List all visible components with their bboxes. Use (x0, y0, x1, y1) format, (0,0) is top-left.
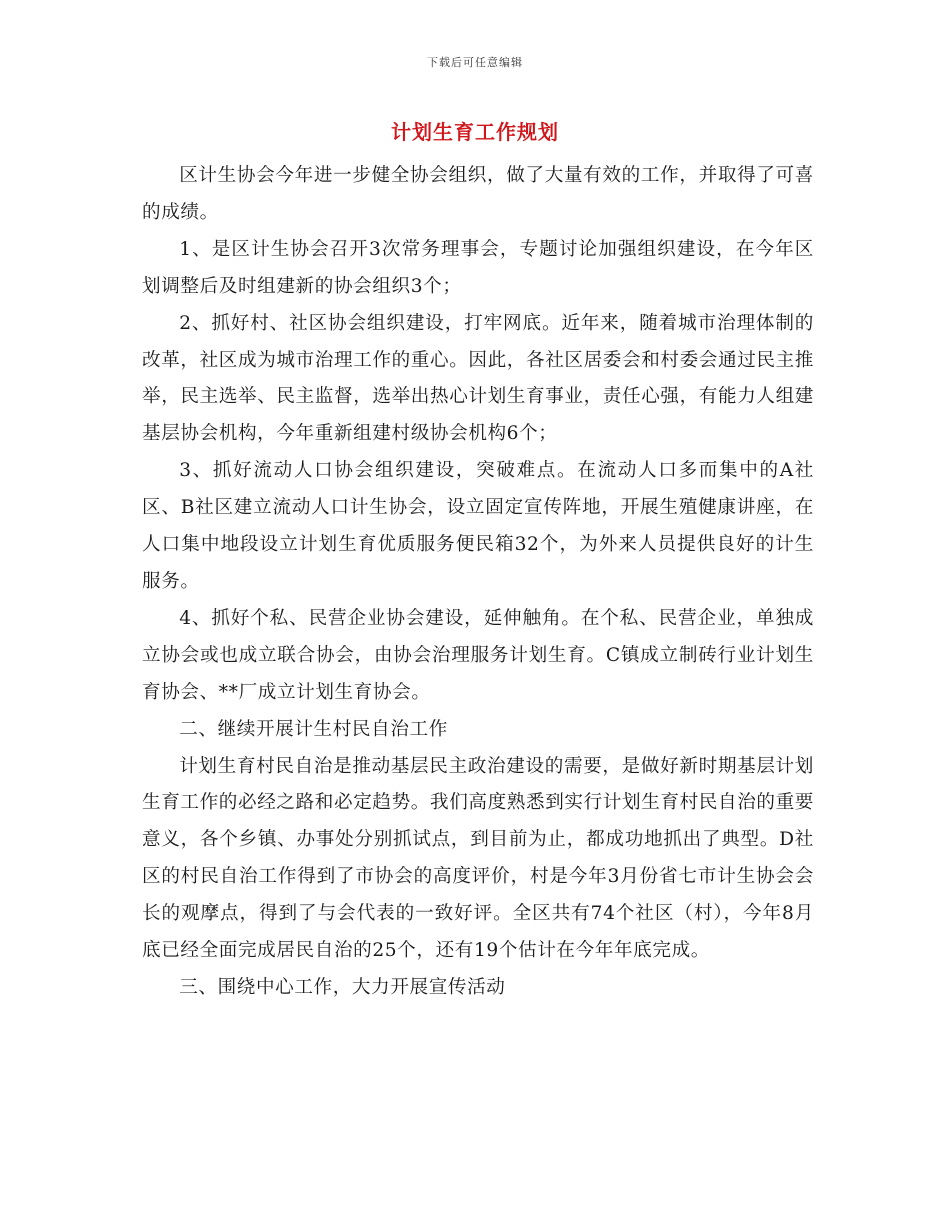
intro-paragraph: 区计生协会今年进一步健全协会组织，做了大量有效的工作，并取得了可喜的成绩。 (142, 165, 814, 223)
item-4-paragraph: 4、抓好个私、民营企业协会建设，延伸触角。在个私、民营企业，单独成立协会或也成立联合协会，由协会治理服务计划生育。C镇成立制砖行业计划生育协会、**厂成立计划生育协会。 (142, 607, 814, 703)
document-title: 计划生育工作规划 (391, 120, 559, 144)
item-3-paragraph: 3、抓好流动人口协会组织建设，突破难点。在流动人口多而集中的A社区、B社区建立流动人口计生协会，设立固定宣传阵地，开展生殖健康讲座，在人口集中地段设立计划生育优质服务便民箱32个，为外来人员提供良好的计生服务。 (142, 460, 814, 592)
item-1-paragraph: 1、是区计生协会召开3次常务理事会，专题讨论加强组织建设，在今年区划调整后及时组建新的协会组织3个； (142, 238, 814, 297)
section-2-heading: 二、继续开展计生村民自治工作 (179, 718, 448, 740)
page-header-note: 下载后可任意编辑 (427, 56, 523, 69)
document-body (142, 158, 814, 1007)
item-2-paragraph: 2、抓好村、社区协会组织建设，打牢网底。近年来，随着城市治理体制的改革，社区成为城市治理工作的重心。因此，各社区居委会和村委会通过民主推举，民主选举、民主监督，选举出热心计划生育事业，责任心强，有能力人组建基层协会机构，今年重新组建村级协会机构6个； (142, 312, 814, 445)
section-2-paragraph: 计划生育村民自治是推动基层民主政治建设的需要，是做好新时期基层计划生育工作的必经之路和必定趋势。我们高度熟悉到实行计划生育村民自治的重要意义，各个乡镇、办事处分别抓试点，到目前为止，都成功地抓出了典型。D社区的村民自治工作得到了市协会的高度评价，村是今年3月份省七市计生协会会长的观摩点，得到了与会代表的一致好评。全区共有74个社区（村），今年8月底已经全面完成居民自治的25个，还有19个估计在今年年底完成。 (142, 755, 814, 962)
section-3-heading: 三、围绕中心工作，大力开展宣传活动 (179, 976, 506, 998)
